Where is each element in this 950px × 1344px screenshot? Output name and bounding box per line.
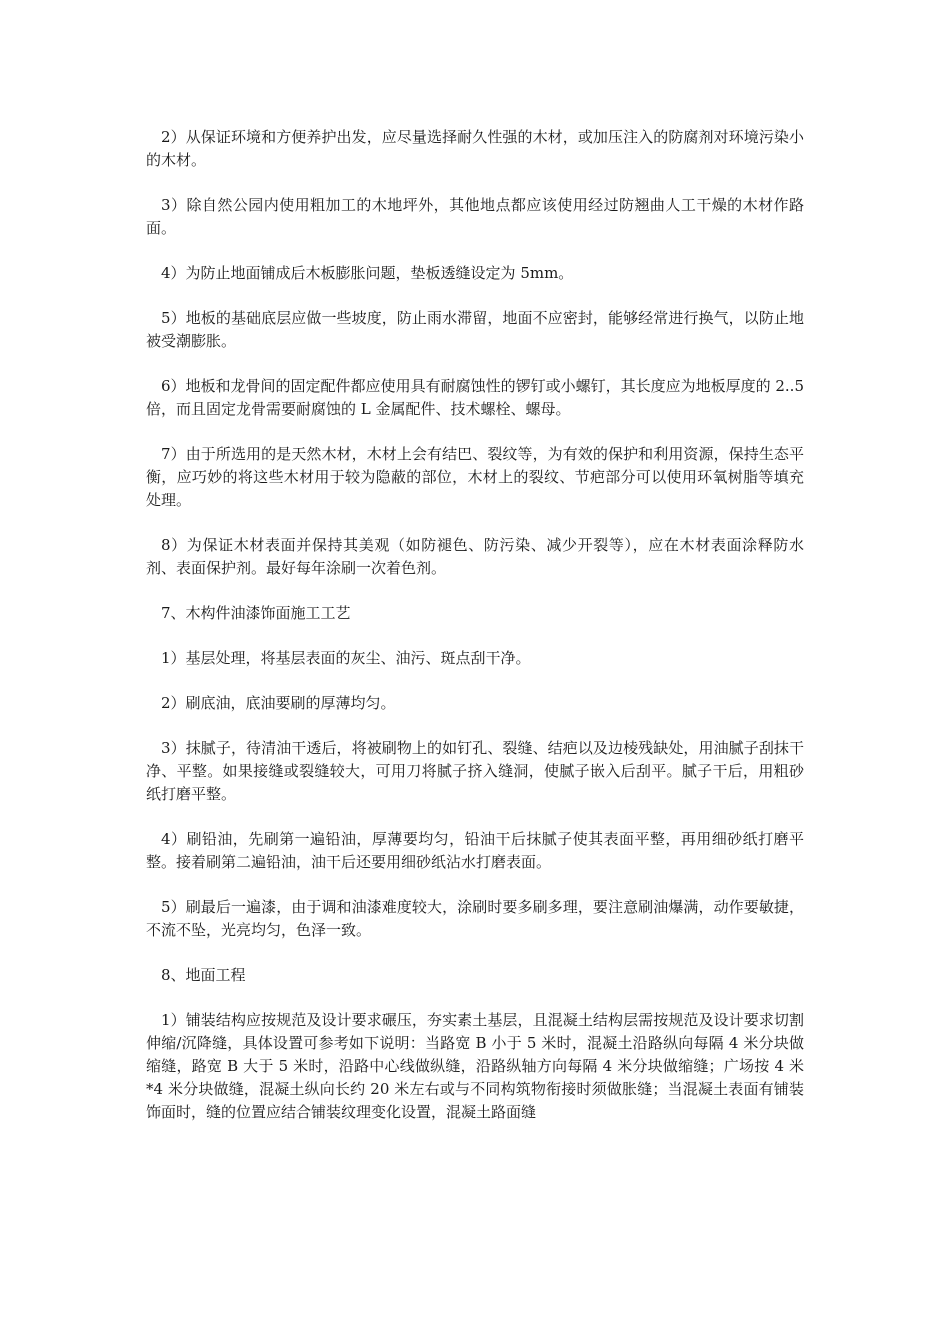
paragraph-wood-drying: 3）除自然公园内使用粗加工的木地坪外，其他地点都应该使用经过防翘曲人工干燥的木材作路面。	[146, 196, 804, 237]
paragraph-paving-structure: 1）铺装结构应按规范及设计要求碾压，夯实素土基层，且混凝土结构层需按规范及设计要求切割伸缩/沉降缝，具体设置可参考如下说明：当路宽 B 小于 5 米时，混凝土沿路纵向每隔 4 米分块做缩缝，路宽 B 大于 5 米时，沿路中心线做纵缝，沿路纵轴方向每隔 4 米分块做缩缝；广场按 4 米*4 米分块做缝，混凝土纵向长约 20 米左右或与不同构筑物衔接时须做胀缝；当混凝土表面有铺装饰面时，缝的位置应结合铺装纹理变化设置，混凝土路面缝	[146, 1011, 804, 1121]
paragraph-fasteners: 6）地板和龙骨间的固定配件都应使用具有耐腐蚀性的锣钉或小螺钉，其长度应为地板厚度的 2..5 倍，而且固定龙骨需要耐腐蚀的 L 金属配件、技术螺栓、螺母。	[146, 377, 804, 418]
paragraph-surface-protection: 8）为保证木材表面并保持其美观（如防褪色、防污染、减少开裂等），应在木材表面涂释防水剂、表面保护剂。最好每年涂刷一次着色剂。	[146, 536, 804, 577]
paragraph-primer: 2）刷底油，底油要刷的厚薄均匀。	[161, 694, 396, 712]
paragraph-base-slope: 5）地板的基础底层应做一些坡度，防止雨水滞留，地面不应密封，能够经常进行换气，以防止地被受潮膨胀。	[146, 309, 804, 350]
paragraph-final-coat: 5）刷最后一遍漆，由于调和油漆难度较大，涂刷时要多刷多理，要注意刷油爆满，动作要敏捷，不流不坠，光亮均匀，色泽一致。	[146, 898, 804, 939]
paragraph-natural-wood: 7）由于所选用的是天然木材，木材上会有结巴、裂纹等，为有效的保护和利用资源，保持生态平衡，应巧妙的将这些木材用于较为隐蔽的部位，木材上的裂纹、节疤部分可以使用环氧树脂等填充处理。	[146, 445, 804, 509]
section-heading-paint-process: 7、木构件油漆饰面施工工艺	[161, 604, 351, 622]
document-body	[146, 126, 804, 1146]
paragraph-base-treatment: 1）基层处理，将基层表面的灰尘、油污、斑点刮干净。	[161, 649, 531, 667]
section-heading-ground-works: 8、地面工程	[161, 966, 246, 984]
paragraph-putty: 3）抹腻子，待清油干透后，将被刷物上的如钉孔、裂缝、结疤以及边棱残缺处，用油腻子刮抹干净、平整。如果接缝或裂缝较大，可用刀将腻子挤入缝洞，使腻子嵌入后刮平。腻子干后，用粗砂纸打磨平整。	[146, 739, 804, 803]
paragraph-wood-selection: 2）从保证环境和方便养护出发，应尽量选择耐久性强的木材，或加压注入的防腐剂对环境污染小的木材。	[146, 128, 804, 169]
paragraph-board-gap: 4）为防止地面铺成后木板膨胀问题，垫板透缝设定为 5mm。	[161, 264, 574, 282]
paragraph-lead-paint: 4）刷铅油，先刷第一遍铅油，厚薄要均匀，铅油干后抹腻子使其表面平整，再用细砂纸打磨平整。接着刷第二遍铅油，油干后还要用细砂纸沾水打磨表面。	[146, 830, 804, 871]
